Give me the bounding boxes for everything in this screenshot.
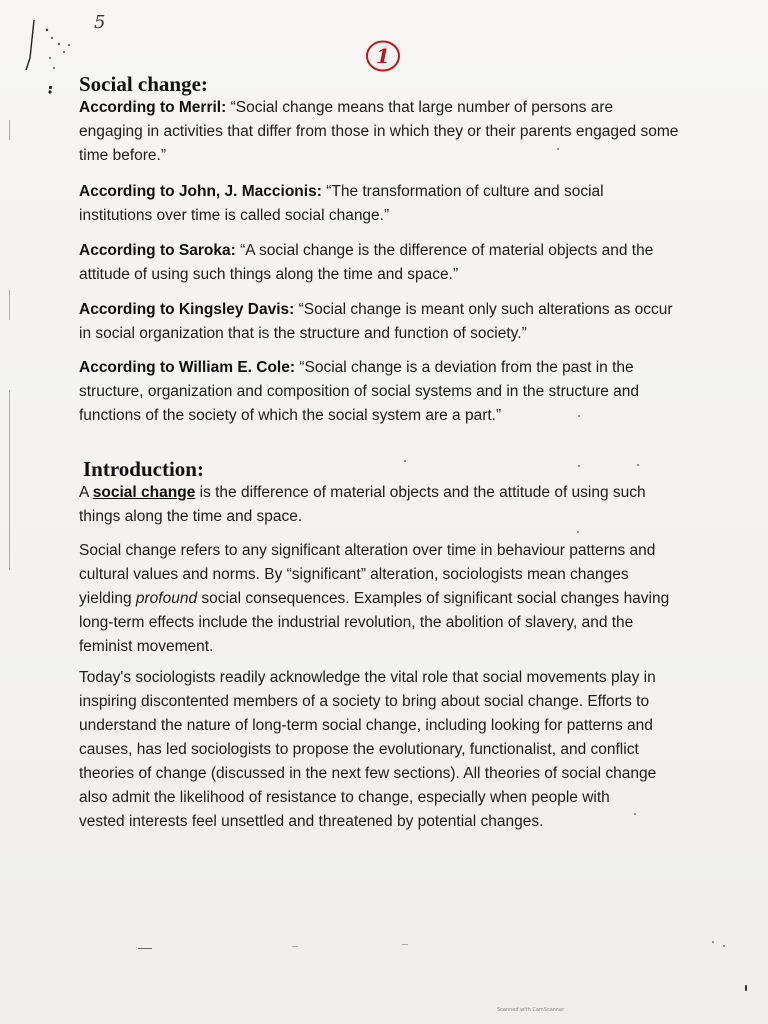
introduction-heading: Introduction: (83, 457, 204, 481)
scan-speck (578, 465, 580, 467)
definition-william-cole (79, 356, 679, 428)
definition-text: “Social change means that large number of persons are engaging in activities that differ from those in which they or their parents engaged some time before.” (79, 99, 679, 164)
definition-author: According to Kingsley Davis: (79, 301, 295, 318)
scan-speck (49, 86, 52, 89)
intro-text: Today's sociologists readily acknowledge the vital role that social movements play in inspiring discontented members of a society to bring about social change. Efforts to understand the nature of long-term social change, including looking for patterns and causes, has led sociologists to propose the evolutionary, functionalist, and conflict theories of change (discussed in the next few sections). All theories of social change also admit the likelihood of resistance to change, especially when people with vested interests feel unsettled and threatened by potential changes. (79, 669, 657, 830)
definition-text: “The transformation of culture and social institutions over time is called social change.” (79, 183, 604, 224)
definition-maccionis (79, 180, 679, 228)
definition-text: “A social change is the difference of material objects and the attitude of using such things along the time and space.” (79, 242, 654, 283)
scan-speck (634, 813, 636, 815)
intro-italic-term: profound (135, 590, 198, 607)
definition-text: “Social change is meant only such alterations as occur in social organization that is the structure and function of society.” (79, 301, 673, 342)
intro-paragraph-2 (79, 539, 679, 659)
definition-kingsley-davis (79, 298, 679, 346)
definition-saroka (79, 239, 679, 287)
footer-mark (402, 944, 408, 945)
corner-mark: 5 (94, 12, 106, 33)
definition-author: According to William E. Cole: (79, 359, 296, 376)
definition-merril (79, 96, 679, 168)
definition-author: According to Saroka: (79, 242, 236, 259)
definition-author: According to John, J. Maccionis: (79, 183, 322, 200)
margin-line (9, 390, 10, 570)
margin-line (9, 120, 10, 140)
page-number-label: 1 (376, 44, 390, 68)
definition-text: “Social change is a deviation from the past in the structure, organization and composition of social systems and in the structure and functions of the society of which the social system are a part.” (79, 359, 640, 424)
footer-mark (292, 946, 298, 947)
footer-mark (138, 948, 152, 949)
page-number (363, 36, 403, 81)
intro-paragraph-3 (79, 666, 659, 834)
scanner-watermark: Scanned with CamScanner (497, 1007, 565, 1013)
scan-speck (577, 531, 579, 533)
scan-speck (712, 941, 714, 943)
definition-author: According to Merril: (79, 99, 227, 116)
scan-speck (723, 945, 725, 947)
intro-text: Social change refers to any significant alteration over time in behaviour patterns and cultural values and norms. By “significant” alteration, sociologists mean changes yielding (79, 542, 656, 607)
scan-speck (745, 985, 747, 991)
scan-speck (578, 415, 580, 417)
intro-text: social consequences. Examples of significant social changes having long-term effects include the industrial revolution, the abolition of slavery, and the feminist movement. (79, 590, 670, 655)
social-change-heading: Social change: (79, 72, 208, 96)
intro-paragraph-1 (79, 481, 679, 529)
margin-line (9, 290, 10, 320)
scan-speck (404, 460, 406, 462)
scan-speck (637, 464, 639, 466)
intro-bold-term: social change (92, 484, 196, 501)
scan-speck (557, 148, 559, 150)
intro-text: is the difference of material objects and the attitude of using such things along the time and space. (79, 484, 646, 525)
intro-text: A (79, 484, 93, 501)
